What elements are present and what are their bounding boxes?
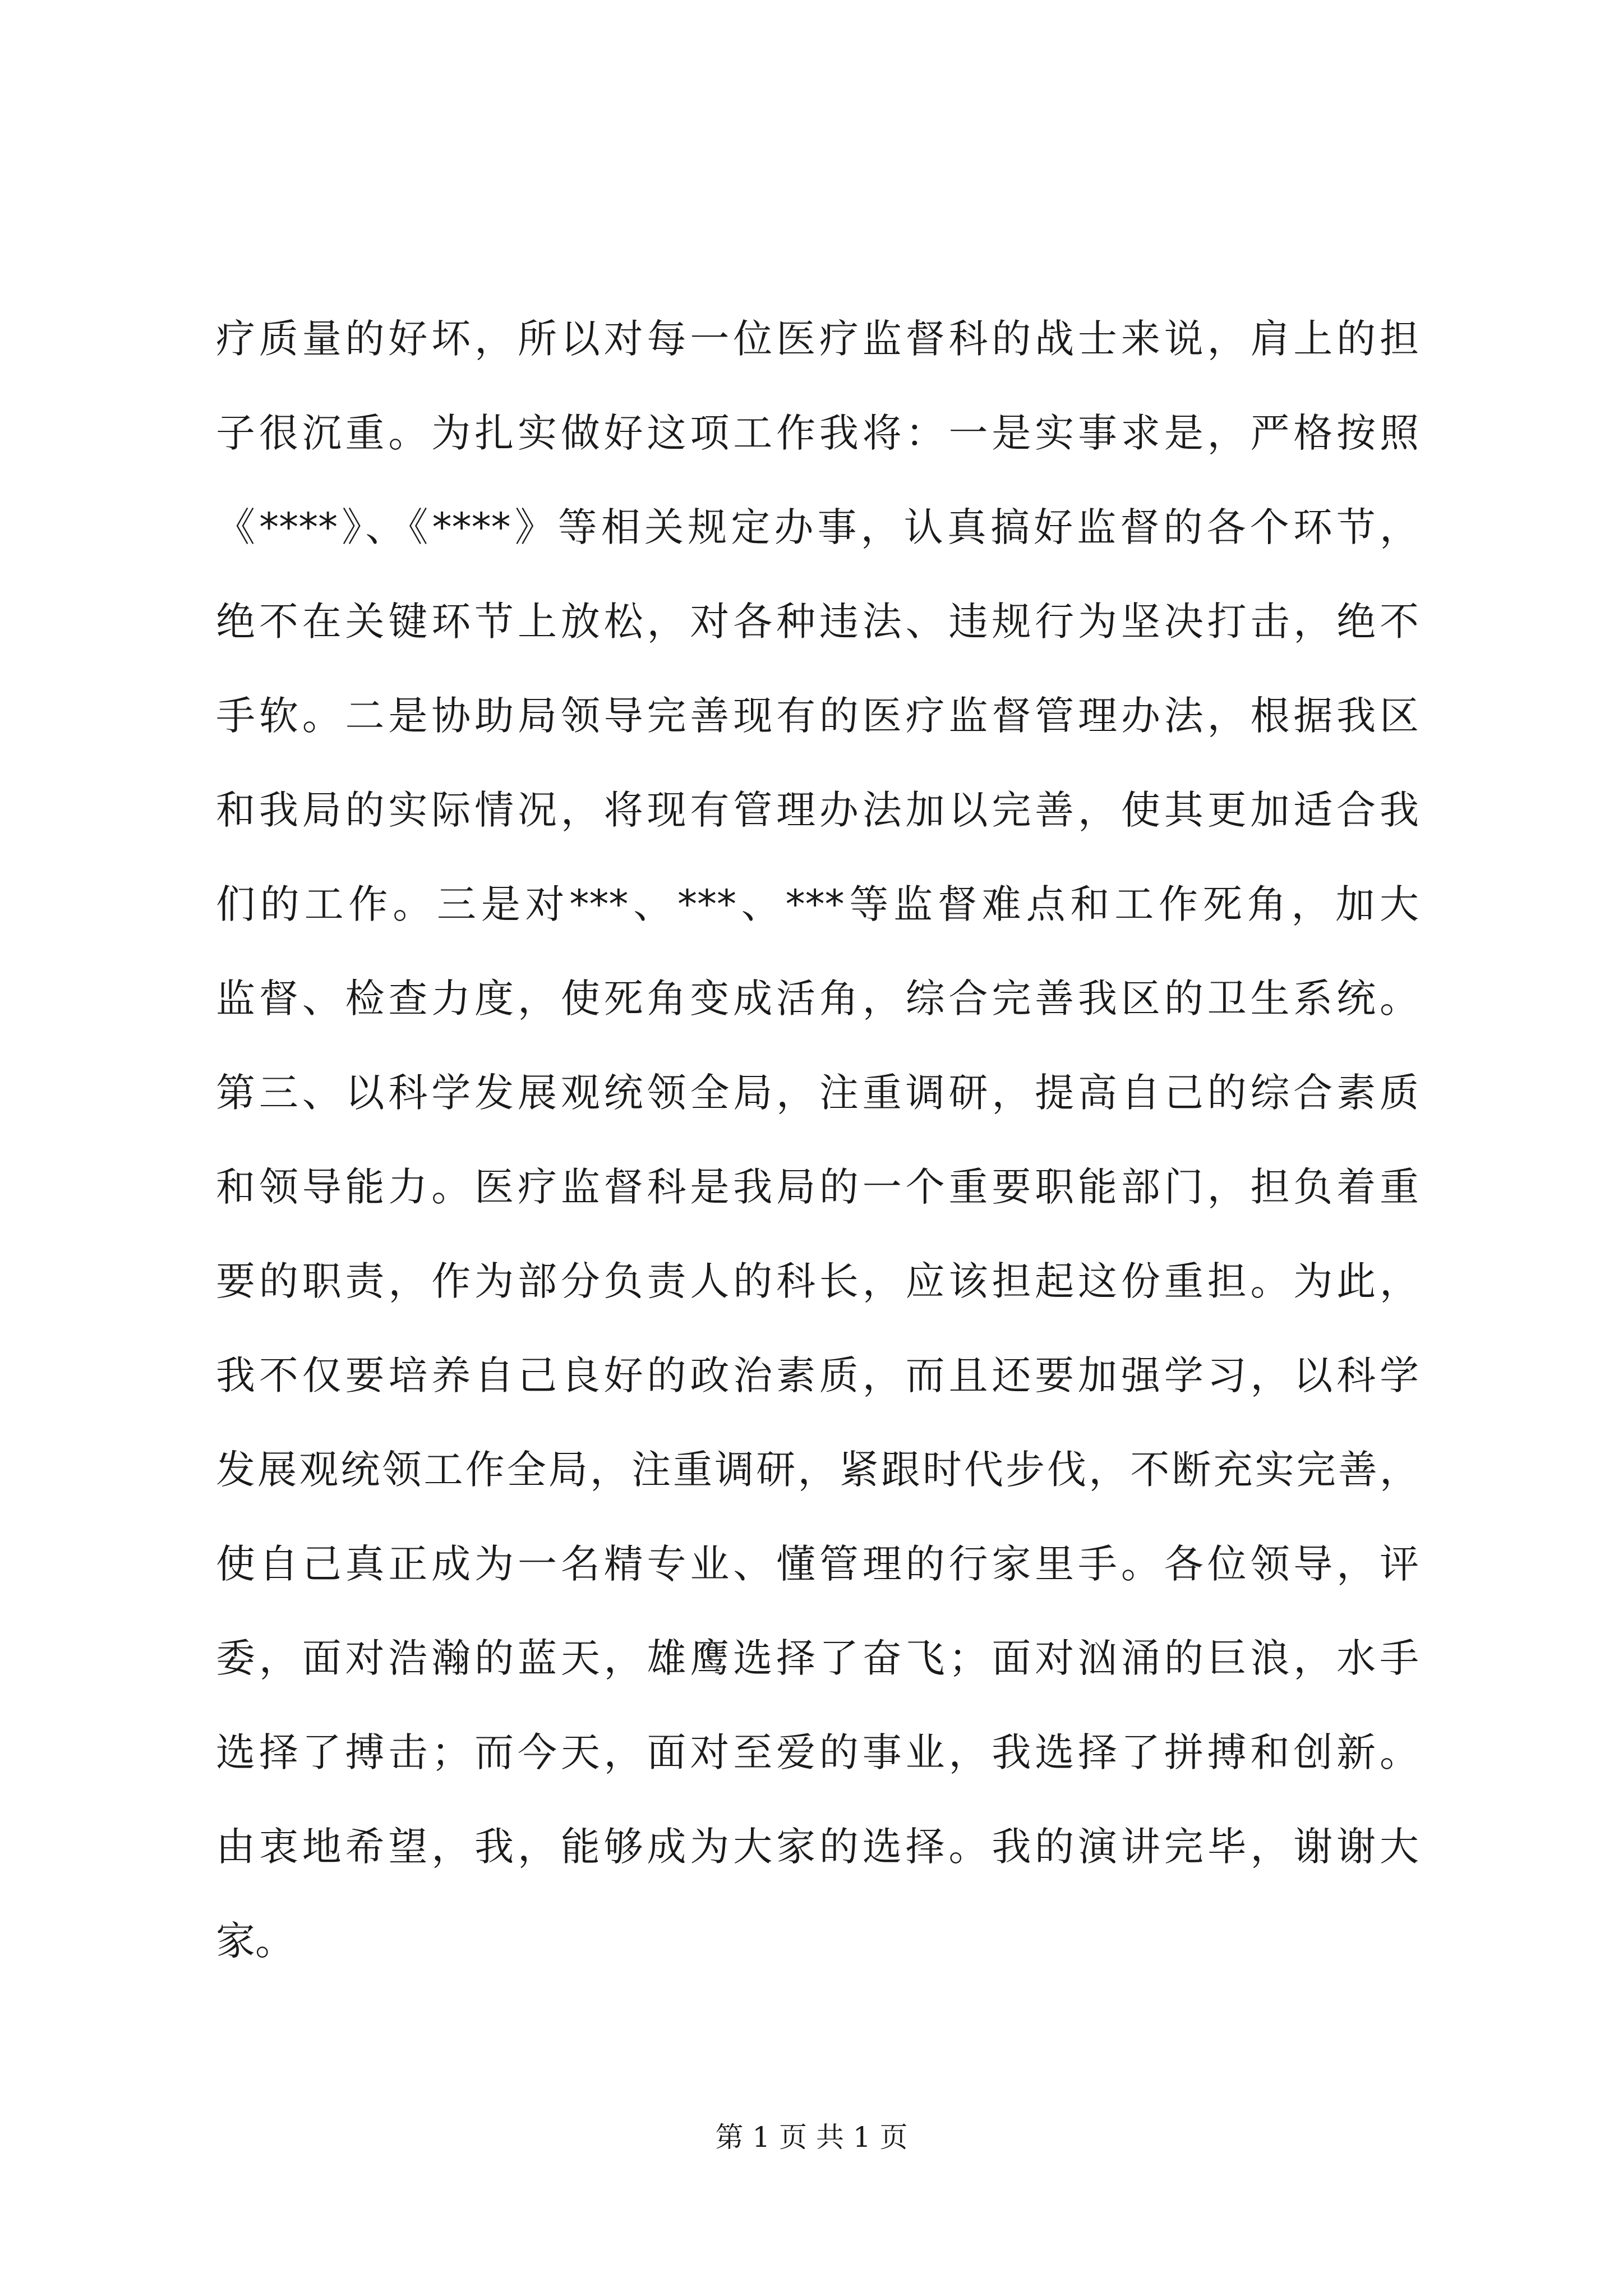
text-line: 子很沉重。为扎实做好这项工作我将：一是实事求是，严格按照 <box>216 410 1419 456</box>
text-line: 由衷地希望，我，能够成为大家的选择。我的演讲完毕，谢谢大 <box>216 1824 1419 1870</box>
text-line: 绝不在关键环节上放松，对各种违法、违规行为坚决打击，绝不 <box>216 599 1419 645</box>
text-line: 第三、以科学发展观统领全局，注重调研，提高自己的综合素质 <box>216 1070 1419 1116</box>
text-line: 发展观统领工作全局，注重调研，紧跟时代步伐，不断充实完善， <box>216 1447 1419 1493</box>
text-line: 要的职责，作为部分负责人的科长，应该担起这份重担。为此， <box>216 1258 1419 1304</box>
page-footer: 第 1 页 共 1 页 <box>715 2121 908 2154</box>
text-line: 手软。二是协助局领导完善现有的医疗监督管理办法，根据我区 <box>216 693 1419 739</box>
text-line: 委，面对浩瀚的蓝天，雄鹰选择了奋飞；面对汹涌的巨浪，水手 <box>216 1635 1419 1681</box>
text-line: 疗质量的好坏，所以对每一位医疗监督科的战士来说，肩上的担 <box>216 316 1419 362</box>
body-text <box>216 292 1419 1988</box>
text-line: 《****》、《****》等相关规定办事，认真搞好监督的各个环节， <box>216 504 1419 550</box>
text-line: 们的工作。三是对***、***、***等监督难点和工作死角，加大 <box>216 881 1419 927</box>
text-line: 监督、检查力度，使死角变成活角，综合完善我区的卫生系统。 <box>216 976 1419 1022</box>
text-line: 选择了搏击；而今天，面对至爱的事业，我选择了拼搏和创新。 <box>216 1729 1419 1775</box>
text-line: 和领导能力。医疗监督科是我局的一个重要职能部门，担负着重 <box>216 1164 1419 1210</box>
text-line: 我不仅要培养自己良好的政治素质，而且还要加强学习，以科学 <box>216 1352 1419 1398</box>
text-line: 使自己真正成为一名精专业、懂管理的行家里手。各位领导，评 <box>216 1541 1419 1587</box>
text-line: 和我局的实际情况，将现有管理办法加以完善，使其更加适合我 <box>216 787 1419 833</box>
text-line-last: 家。 <box>216 1918 294 1964</box>
